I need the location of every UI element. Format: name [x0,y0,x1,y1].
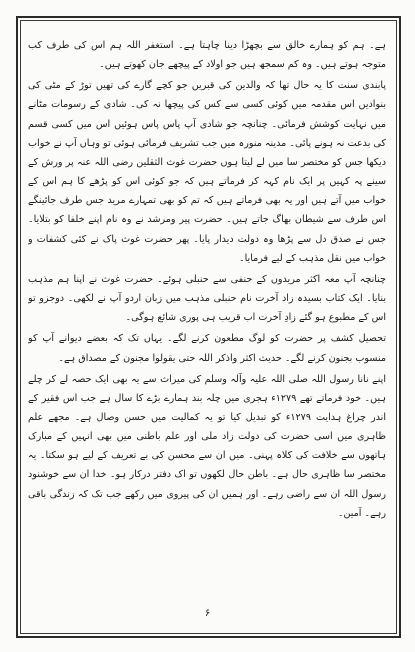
paragraph-3: چنانچہ آپ معہ اکثر مریدوں کے حنفی سے حنبلی ہوئے۔ حضرت غوث نے اپنا ہم مذہب بنایا۔ ایک کتاب بسیدہ زاد آخرت نام حنبلی مذہب میں زبان اردو آپ نے لکھی۔ دوجزو تو اس کے مطبوع ہو گئے زادِ آخرت اب قریب ہی پوری شائع ہوگی۔ [28,273,386,324]
paragraph-2: پابندی سنت کا یہ حال تھا کہ والدین کی قبریں جو کچے گارے کی تھیں توڑ کے مٹی کی بنوادیں اس مقدمہ میں کوئی کسی سے کس کی پیچھا نہ کی۔ شادی کے رسومات مٹانے میں نہایت کوشش فرمائی۔ چنانچہ جو شادی آپ پاس پاس ہوئیں اس میں کسی قسم کی بدعت نہ ہونے پائی۔ مدینہ منورہ میں جب تشریف فرمائی ہوئی تو وہاں آپ نے خواب دیکھا جس کو مختصر سا میں لے لیتا ہوں حضرت غوث الثقلین رضی اللہ عنہ پر ورش کے سینے پہ کہیں پر ایک نام کہہ کر فرماتے ہیں کہ جو کوئی اس کو پڑھے کا ہم اس کے خواب میں آتے ہیں اور یہ بھی فرماتے ہیں کہ تم کو بھی تمہارے مرید جس طرف جائینگے اس طرف سے شیطان بھاگ جاتے ہیں۔ حضرت پیر ومرشد نے وہ نام اپنے خلفا کو بتلایا۔ جس نے صدق دل سے پڑھا وہ دولت دیدار پایا۔ پھر حضرت غوث پاک نے کئی کشفات و خواب میں نقل مذہب کے لیے فرمایا۔ [28,80,386,264]
paragraph-1: ہے۔ ہم کو ہمارے خالق سے بچھڑا دینا چاہتا ہے۔ استغفر اللہ ہم اس کی طرف کب متوجہ ہوتے ہیں۔ وہ کم سمجھ ہیں جو اولاد کے پیچھے جان کھوتے ہیں۔ [28,40,386,71]
page-number: ۶ [204,608,211,619]
paragraph-5: اپنے نانا رسول اللہ صلی اللہ علیہ وآلہ وسلم کی میراث سے یہ بھی ایک حصہ لے کر چلے ہیں۔ خود فرماتے تھے ۱۲۷۹ء ہجری میں چلہ بند ہمارے بڑے کا سال ہے جب اس فقیر کے اندر چراغ ہدایت ۱۲۷۹ء کو تبدیل کیا تو یہ کمالیت میں حسن وصال ہے۔ مجھے علم ظاہری میں اسی حضرت کی دولت زاد ملی اور علم باطنی میں بھی انہیں کے مبارک ہاتھوں سے خلافت کی کلاہ پہنی۔ میں ان سے محسن کی بے تعریف کے لیے ہو سکتا۔ یہ مختصر سا ظاہری حال ہے۔ باطن حال لکھوں تو اک دفتر درکار ہو۔ خدا ان سے خوشنود رسول اللہ ان سے راضی رہے۔ اور ہمیں ان کی پیروی میں رکھے جب تک کہ زندگی باقی رہے۔ آمین۔ [28,373,386,519]
page-body-text [28,36,386,604]
paragraph-4: تحصیل کشف پر حضرت کو لوگ مطعون کرنے لگے۔ یہاں تک کہ بعضے دیوانے آپ کو منسوب بجنون کرنے لگے۔ حدیث اکثر واذکر اللہ حتی یقولوا مجنون کے مصداق ہے۔ [28,333,386,364]
